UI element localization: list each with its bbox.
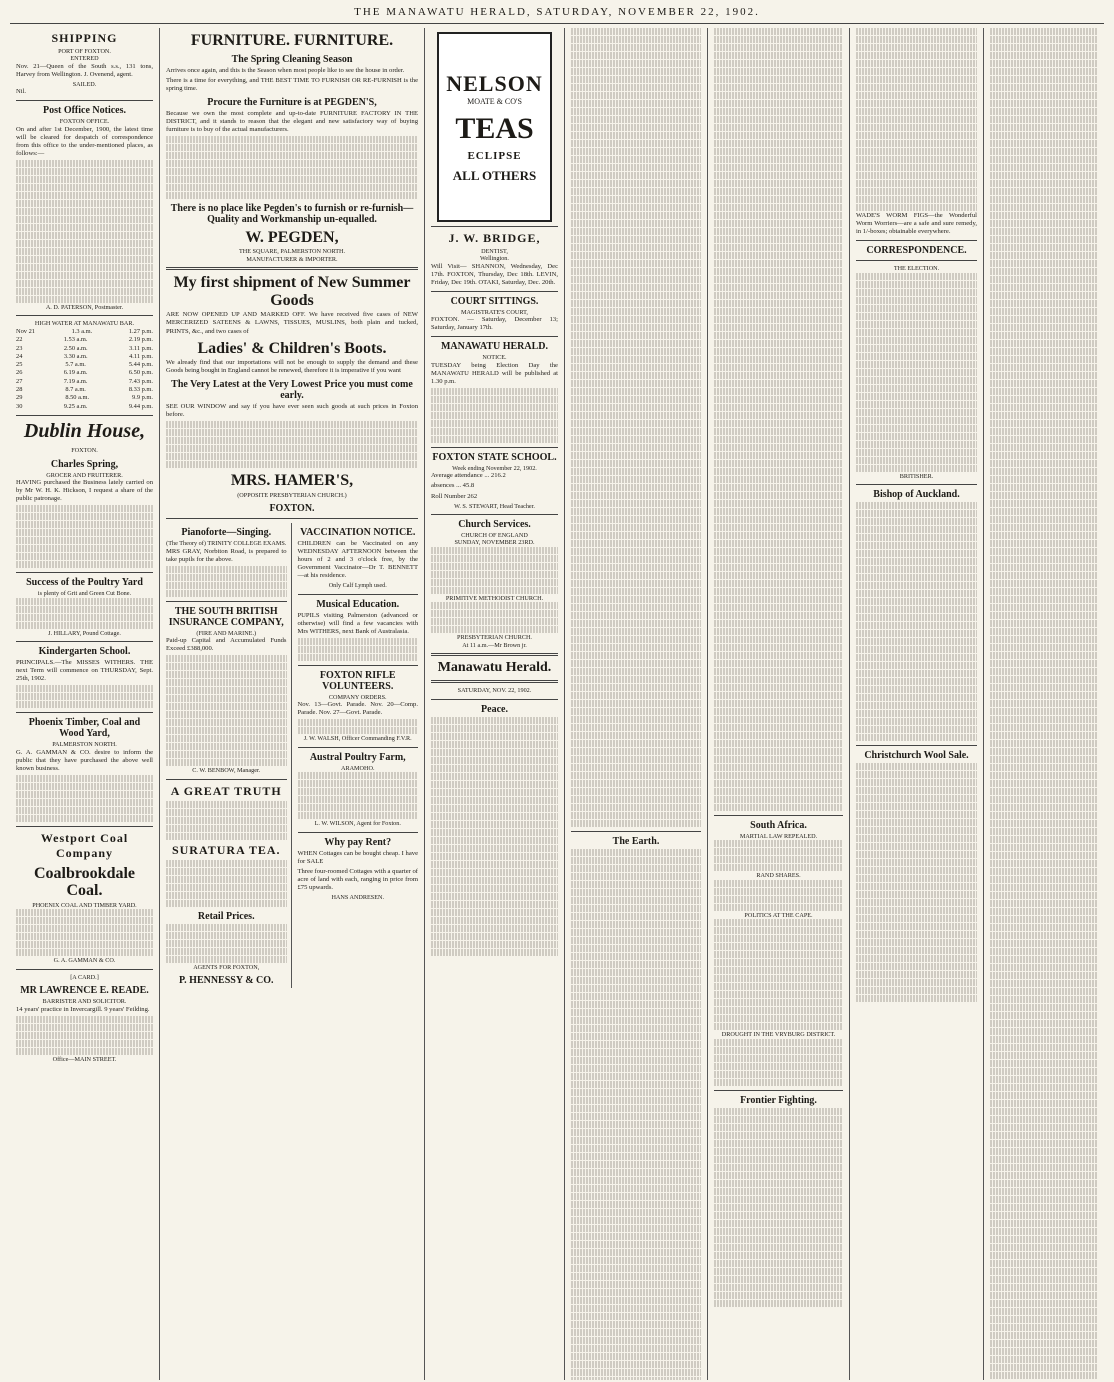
piano-sub: (The Theory of) TRINITY COLLEGE EXAMS. [166, 540, 287, 548]
text-block [166, 421, 418, 468]
tide-row [16, 394, 153, 402]
martial-law-heading: MARTIAL LAW REPEALED. [739, 833, 818, 840]
tide-cell: 30 [16, 402, 23, 410]
text-block [166, 136, 418, 199]
tide-cell: 26 [16, 369, 23, 377]
coal-sub: PHOENIX COAL AND TIMBER YARD. [32, 901, 137, 909]
column-2-split [166, 523, 418, 988]
dentist-label: DENTIST, [481, 248, 508, 255]
tide-cell: 29 [16, 394, 23, 402]
herald-notice-heading: MANAWATU HERALD. [440, 341, 549, 353]
rent-more: Three four-roomed Cottages with a quarter of acre of land with each, ranging in price from £75 upwards. [297, 867, 418, 891]
tide-cell: 5.7 a.m. [65, 361, 86, 369]
tide-cell: 22 [16, 336, 23, 344]
text-block [166, 566, 287, 597]
text-block [166, 801, 287, 840]
no-place-heading: There is no place like Pegden's to furnish or re-furnish—Quality and Workmanship un-equalled. [170, 202, 414, 225]
spring-sub: GROCER AND FRUITERER. [46, 471, 123, 479]
bridge-heading: J. W. BRIDGE, [448, 231, 541, 245]
poultry-signed: J. HILLARY, Pound Cottage. [48, 629, 121, 637]
insurance-text: Paid-up Capital and Accumulated Funds Exceed £388,000. [166, 637, 287, 653]
sailed-label: SAILED. [72, 80, 97, 88]
kindergarten-heading: Kindergarten School. [38, 645, 131, 657]
church-heading: Church Services. [458, 518, 531, 530]
tea-logo-teas: TEAS [455, 111, 534, 145]
reade-heading: MR LAWRENCE E. READE. [20, 985, 149, 997]
tea-advertisement [437, 32, 552, 222]
rent-text: WHEN Cottages can be bought cheap. I have for SALE [297, 849, 418, 865]
piano-heading: Pianoforte—Singing. [181, 527, 272, 539]
tide-cell: 9.9 p.m. [132, 394, 153, 402]
shipping-heading: SHIPPING [51, 31, 118, 45]
tide-cell: 3.30 a.m. [63, 352, 88, 360]
tide-cell: 28 [16, 386, 23, 394]
tide-cell: 1.3 a.m. [71, 327, 93, 335]
rifles-text: Nov. 13—Govt. Parade. Nov. 20—Comp. Parade. Nov. 27—Govt. Parade. [297, 701, 418, 717]
tide-heading: HIGH WATER AT MANAWATU BAR. [34, 320, 135, 328]
tide-row [16, 345, 153, 353]
spring-season-heading: The Spring Cleaning Season [231, 53, 353, 65]
column-2 [160, 28, 425, 1380]
spring-season-text: Arrives once again, and this is the Season when most people like to see the house in order. [166, 66, 405, 74]
peace-heading: Peace. [481, 703, 508, 715]
post-office-sub: FOXTON OFFICE. [59, 118, 110, 126]
austral-heading: Austral Poultry Farm, [309, 751, 406, 763]
truth-heading: A GREAT TRUTH [170, 783, 282, 798]
tide-cell: 25 [16, 361, 23, 369]
phoenix-sub: PALMERSTON NORTH. [52, 741, 117, 749]
tide-cell: 1.53 a.m. [63, 336, 88, 344]
tide-row [16, 403, 153, 411]
text-block [166, 924, 287, 963]
poultry-heading: Success of the Poultry Yard [26, 577, 143, 589]
text-block [714, 1039, 843, 1086]
attendance: Average attendance ... 216.2 [431, 472, 506, 480]
furniture-heading: FURNITURE. FURNITURE. [190, 32, 394, 49]
vaccination-heading: VACCINATION NOTICE. [300, 527, 416, 539]
shipping-subheading: PORT OF FOXTON. [58, 48, 111, 55]
column-1 [10, 28, 160, 1380]
column-2-right [298, 523, 419, 988]
hennessy-heading: P. HENNESSY & CO. [178, 975, 274, 987]
reade-text: 14 years' practice in Invercargill. 9 years' Feilding. [16, 1005, 150, 1013]
tide-cell: 3.11 p.m. [129, 344, 153, 352]
wellington-label: Wellington. [480, 255, 509, 263]
correspondence-heading: CORRESPONDENCE. [866, 245, 967, 257]
tide-cell: 4.11 p.m. [129, 352, 153, 360]
vaccination-note: Only Calf Lymph used. [328, 582, 387, 590]
presbyterian-heading: PRESBYTERIAN CHURCH. [457, 634, 532, 642]
pegden-heading: W. PEGDEN, [245, 228, 339, 246]
text-block [990, 28, 1098, 1380]
methodist-heading: PRIMITIVE METHODIST CHURCH. [445, 594, 544, 602]
bishop-heading: Bishop of Auckland. [873, 488, 960, 500]
window-text: SEE OUR WINDOW and say if you have ever seen such goods at such prices in Foxton before. [166, 403, 418, 419]
tide-cell: 24 [16, 352, 23, 360]
tide-row [16, 369, 153, 377]
latest-heading: The Very Latest at the Very Lowest Price you must come early. [171, 379, 413, 402]
coal-signed: G. A. GAMMAN & CO. [53, 957, 116, 965]
column-2-left [166, 523, 292, 988]
court-text: FOXTON. — Saturday, December 13; Saturday, January 17th. [431, 316, 558, 332]
herald-title: Manawatu Herald. [437, 660, 552, 676]
procure-heading: Procure the Furniture is at PEGDEN'S, [207, 96, 377, 108]
tide-cell: 2.19 p.m. [128, 336, 153, 344]
coalbrookdale-heading: Coalbrookdale Coal. [33, 864, 136, 900]
text-block [714, 840, 843, 871]
card-label: [A CARD.] [70, 973, 99, 981]
tide-cell: 1.27 p.m. [128, 327, 153, 335]
tea-logo-nelson: NELSON [446, 70, 543, 96]
church-date: SUNDAY, NOVEMBER 23RD. [454, 539, 535, 547]
text-block [714, 880, 843, 911]
kindergarten-text: PRINCIPALS.—The MISSES WITHERS. THE next Term will commence on THURSDAY, Sept. 25th, 1902. [16, 658, 153, 683]
text-block [16, 1016, 153, 1055]
earth-heading: The Earth. [612, 836, 660, 847]
sailed-text: Nil. [16, 88, 27, 96]
wilson-signed: L. W. WILSON, Agent for Foxton. [314, 820, 401, 828]
wade-advert: WADE'S WORM FIGS—the Wonderful Worm Worriers—are a safe and sure remedy, in 1/-boxes; obtainable everywhere. [856, 212, 977, 236]
austral-sub: ARAMOHO. [340, 764, 375, 772]
herald-date: SATURDAY, NOV. 22, 1902. [457, 687, 532, 695]
andresen-signed: HANS ANDRESEN. [331, 893, 385, 901]
notice-text: TUESDAY being Election Day the MANAWATU HERALD will be published at 1.30 p.m. [431, 361, 558, 385]
text-block [298, 638, 419, 661]
columns [10, 28, 1104, 1380]
tea-logo-others: ALL OTHERS [452, 167, 537, 183]
text-block [16, 598, 153, 629]
musical-heading: Musical Education. [316, 598, 400, 610]
tide-cell: 7.19 a.m. [63, 377, 88, 385]
tide-cell: 23 [16, 344, 23, 352]
tide-cell: 8.50 a.m. [65, 394, 90, 402]
tide-cell: 9.25 a.m. [63, 402, 88, 410]
tide-row [16, 336, 153, 344]
reade-office: Office—MAIN STREET. [52, 1055, 117, 1063]
text-block [431, 547, 558, 594]
notice-label: NOTICE. [482, 354, 507, 362]
text-block [298, 772, 419, 819]
poultry-text: is plenty of Grit and Green Cut Bone. [37, 590, 132, 598]
phoenix-heading: Phoenix Timber, Coal and Wood Yard, [28, 717, 141, 740]
text-block [571, 849, 701, 1380]
tide-table [16, 328, 153, 411]
post-office-heading: Post Office Notices. [42, 105, 127, 117]
frontier-heading: Frontier Fighting. [740, 1094, 817, 1106]
phoenix-text: G. A. GAMMAN & CO. desire to inform the public that they have purchased the above well known business. [16, 748, 153, 772]
post-office-text: On and after 1st December, 1900, the latest time will be cleared for despatch of correspondence from this office to the under-mentioned places, as follows:— [16, 125, 153, 157]
south-africa-heading: South Africa. [750, 820, 807, 831]
text-block [166, 655, 287, 766]
tide-cell: 5.44 p.m. [128, 361, 153, 369]
entered-label: ENTERED [70, 55, 99, 63]
column-4 [565, 28, 708, 1380]
absences: absences ... 45.8 [431, 482, 475, 490]
tide-cell: 27 [16, 377, 23, 385]
tide-cell: 8.33 p.m. [128, 386, 153, 394]
drought-heading: DROUGHT IN THE VRYBURG DISTRICT. [721, 1031, 836, 1039]
tide-cell: 8.7 a.m. [65, 386, 86, 394]
rifles-heading: FOXTON RIFLE VOLUNTEERS. [319, 669, 396, 692]
rand-shares-heading: RAND SHARES. [756, 872, 801, 880]
hamer-town: FOXTON. [269, 503, 315, 515]
dublin-house-heading: Dublin House, [23, 420, 146, 443]
text-block [714, 28, 843, 811]
tea-logo-eclipse: ECLIPSE [467, 149, 522, 162]
roll-number: Roll Number 262 [431, 492, 478, 500]
tide-row [16, 386, 153, 394]
text-block [571, 28, 701, 827]
entered-text: Nov. 21—Queen of the South s.s., 131 tons, Harvey from Wellington. J. Ovenend, agent. [16, 62, 153, 78]
pegden-address: THE SQUARE, PALMERSTON NORTH. [238, 248, 346, 256]
tide-row [16, 361, 153, 369]
tide-cell: Nov 21 [16, 327, 35, 335]
school-heading: FOXTON STATE SCHOOL. [432, 452, 557, 463]
post-office-signed: A. D. PATERSON, Postmaster. [45, 303, 124, 311]
spring-heading: Charles Spring, [50, 458, 119, 470]
musical-text: PUPILS visiting Palmerston (advanced or otherwise) will find a few vacancies with Mrs WITHERS, next Bank of Australasia. [297, 611, 418, 635]
court-heading: COURT SITTINGS. [450, 295, 539, 307]
best-time-text: There is a time for everything, and THE BEST TIME TO FURNISH OR RE-FURNISH is the spring time. [166, 76, 418, 92]
text-block [856, 28, 977, 211]
column-5 [708, 28, 850, 1380]
court-sub: MAGISTRATE'S COURT, [461, 308, 528, 316]
tide-cell: 6.50 p.m. [128, 369, 153, 377]
hamer-sub: (OPPOSITE PRESBYTERIAN CHURCH.) [237, 491, 347, 499]
text-block [431, 602, 558, 633]
summer-goods-text: ARE NOW OPENED UP AND MARKED OFF. We have received five cases of NEW MERCERIZED SATEENS & LAWNS, TISSUES, MUSLINS, both plain and tucked, PRINTS, &c., and two cases of [166, 311, 418, 335]
text-block [856, 273, 977, 472]
election-heading: THE ELECTION. [893, 265, 940, 273]
headteacher-signed: W. S. STEWART, Head Teacher. [454, 502, 535, 510]
westport-heading: Westport Coal Company [40, 830, 129, 860]
rent-heading: Why pay Rent? [324, 836, 392, 848]
text-block [856, 502, 977, 741]
text-block [431, 388, 558, 443]
presbyterian-text: At 11 a.m.—Mr Brown jr. [462, 641, 527, 649]
tide-row [16, 328, 153, 336]
text-block [714, 1108, 843, 1307]
retail-heading: Retail Prices. [197, 910, 255, 922]
church-sub: CHURCH OF ENGLAND [461, 531, 528, 539]
school-sub: Week ending November 22, 1902. [452, 465, 537, 472]
hamer-heading: MRS. HAMER'S, [230, 472, 354, 490]
insurance-sub: (FIRE AND MARINE.) [196, 629, 257, 637]
masthead: THE MANAWATU HERALD, SATURDAY, NOVEMBER 22, 1902. [10, 6, 1104, 24]
spring-text: HAVING purchased the Business lately carried on by Mr W. H. K. Hickson, I request a share of the public patronage. [16, 479, 153, 503]
boots-text: We already find that our importations will not be enough to supply the demand and these Goods being bought in England cannot be renewed, therefore it is imperative if you want [166, 359, 418, 375]
piano-text: MRS GRAY, Norbiton Road, is prepared to take pupils for the above. [166, 547, 287, 563]
text-block [714, 919, 843, 1030]
text-block [166, 860, 287, 907]
text-block [856, 763, 977, 1002]
reade-sub: BARRISTER AND SOLICITOR. [42, 998, 127, 1006]
agents-label: AGENTS FOR FOXTON, [193, 963, 260, 971]
britisher-signed: BRITISHER. [899, 472, 934, 480]
tide-cell: 2.50 a.m. [63, 344, 88, 352]
cape-heading: POLITICS AT THE CAPE. [744, 911, 813, 919]
column-6 [850, 28, 984, 1380]
summer-goods-heading: My first shipment of New Summer Goods [173, 274, 411, 309]
dublin-house-sub: FOXTON. [71, 447, 98, 455]
column-3 [425, 28, 565, 1380]
text-block [16, 505, 153, 568]
column-7 [984, 28, 1104, 1380]
text-block [16, 685, 153, 708]
benbow-signed: C. W. BENBOW, Manager. [192, 767, 261, 775]
tea-logo-moate: MOATE & CO'S [467, 96, 522, 106]
insurance-heading: THE SOUTH BRITISH INSURANCE COMPANY, [168, 605, 284, 628]
pegden-sub: MANUFACTURER & IMPORTER. [246, 255, 338, 263]
tide-row [16, 353, 153, 361]
tide-row [16, 378, 153, 386]
tide-cell: 9.44 p.m. [128, 402, 153, 410]
tide-cell: 7.43 p.m. [128, 377, 153, 385]
text-block [16, 775, 153, 822]
procure-text: Because we own the most complete and up-to-date FURNITURE FACTORY IN THE DISTRICT, and it stands to reason that the elegant and new satisfactory way of buying furniture is to buy of the actual manufacturers. [166, 109, 418, 133]
wool-sale-heading: Christchurch Wool Sale. [864, 749, 969, 761]
boots-heading: Ladies' & Children's Boots. [197, 339, 387, 357]
text-block [298, 719, 419, 734]
visits-text: Will Visit— SHANNON, Wednesday, Dec 17th. FOXTON, Thursday, Dec 18th. LEVIN, Friday, Dec 19th. OTAKI, Saturday, Dec. 20th. [431, 262, 558, 286]
text-block [16, 160, 153, 303]
text-block [431, 717, 558, 956]
suratura-heading: SURATURA TEA. [171, 842, 281, 857]
tide-cell: 6.19 a.m. [63, 369, 88, 377]
walsh-signed: J. W. WALSH, Officer Commanding F.V.R. [303, 735, 412, 743]
text-block [16, 909, 153, 956]
rifles-sub: COMPANY ORDERS. [328, 693, 387, 701]
vaccination-text: CHILDREN can be Vaccinated on any WEDNESDAY AFTERNOON between the hours of 2 and 3 o'clock free, by the Government Vaccinator—Dr T. BENNETT—at his residence. [297, 540, 418, 580]
